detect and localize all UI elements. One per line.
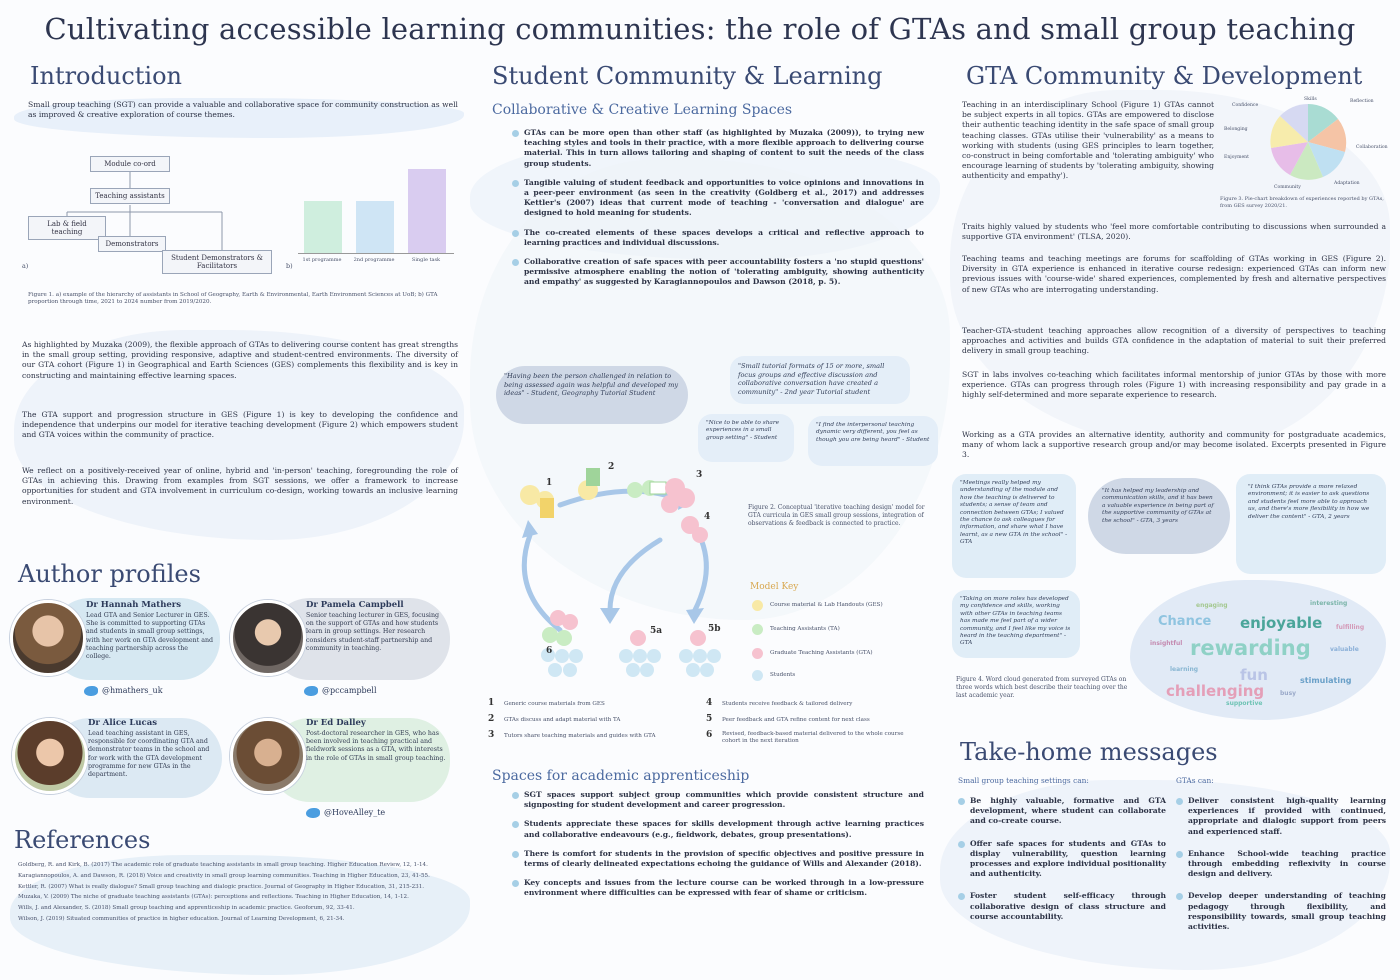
cloud-word: insightful (1150, 640, 1183, 647)
bar-single-task (408, 169, 446, 253)
reference-item: Wills, J. and Alexander, S. (2018) Small group teaching and apprenticeship in academic practice. Geoforum, 92, 33-41. (18, 905, 355, 912)
key-label-course: Course material & Lab Handouts (GES) (770, 602, 883, 608)
student-subheading-1: Collaborative & Creative Learning Spaces (492, 102, 793, 118)
step-num: 6 (706, 730, 713, 740)
bar-plot-area (298, 160, 454, 254)
student-bullet: The co-created elements of these spaces develops a critical and reflective approach to learning practices and individual discussions. (512, 228, 924, 248)
takehome-col2-head: GTAs can: (1176, 776, 1214, 785)
model-label-5b: 5b (708, 624, 721, 634)
pie-label: Collaboration (1356, 145, 1388, 150)
step-num: 4 (706, 698, 713, 708)
references-list (18, 862, 458, 927)
gta-quote-1: "Meetings really helped my understanding of the module and how the teaching is delivered to students; a sense of team and connection between GTAs; I valued the chance to ask colleagues for information, and share what I have learnt, as a new GTA in the school" - GTA (952, 474, 1076, 578)
arrowhead (600, 608, 620, 624)
figure1-caption: Figure 1. a) example of the hierarchy of assistants in School of Geography, Earth & Environmental, Earth Environment Sciences at UoB; b) GTA proportion through time, 2021 to 2024 number from 2019/2020. (28, 292, 438, 306)
model-arrows (490, 460, 750, 690)
student-bullet: GTAs can be more open than other staff (as highlighted by Muzaka (2009)), to trying new teaching styles and tools in their practice, with a more flexible approach to delivering course material. This in turn allows tailoring and shaping of content to suit the needs of the class group students. (512, 128, 924, 169)
model-label-4: 4 (704, 512, 711, 522)
intro-para-2: The GTA support and progression structure in GES (Figure 1) is key to developing the confidence and independence that underpins our model for iterative teaching development (Figure 2) which empowers student and GTA voices within the community of practice. (22, 410, 458, 440)
student-bullets-2 (512, 790, 924, 908)
model-step (706, 698, 926, 714)
tree-corner-a: a) (22, 262, 29, 270)
cloud-word: valuable (1330, 646, 1359, 653)
takehome-heading: Take-home messages (960, 738, 1218, 766)
gta-para-1: Teaching in an interdisciplinary School (Figure 1) GTAs cannot be subject experts in all topics. GTAs are empowered to disclose their authentic teaching identity in the safe space of small group teaching classes. GTAs utilise their 'vulnerability' as a means to working with students (using GES principles to learn together, co-construct in being comfortable and 'tolerating ambiguity' who encourage learning of students by 'tolerating ambiguity, showing authenticity and empathy'). (962, 100, 1214, 181)
student-bullet: Key concepts and issues from the lecture course can be worked through in a low-pressure environment where difficulties can be expressed with fear of shame or criticism. (512, 878, 924, 898)
student-quote-2: "Small tutorial formats of 15 or more, small focus groups and effective discussion and collaborative conversation have created a community" - 2nd year Tutorial student (730, 356, 910, 404)
model-key-title: Model Key (750, 582, 799, 592)
arrowhead (686, 608, 704, 624)
model-step (488, 714, 698, 730)
cloud-word: stimulating (1300, 676, 1352, 685)
pie-label: Skills (1304, 97, 1317, 102)
bar-label-3: Single task (411, 257, 441, 263)
model-step (488, 730, 698, 746)
profile-name-dalley: Dr Ed Dalley (306, 718, 366, 728)
gta-quote-4: "Taking on more roles has developed my confidence and skills, working with other GTAs in teaching teams has made me feel part of a wider community, and I feel like my voice is heard in the teaching department" - GTA (952, 590, 1080, 658)
student-quote-1: "Having been the person challenged in relation to being assessed again was helpful and developed my ideas" - Student, Geography Tutorial Student (496, 366, 688, 424)
model-label-1: 1 (546, 478, 553, 488)
reference-item: Goldberg, R. and Kirk, B. (2017) The academic role of graduate teaching assistants in small group teaching. Higher Education Review, 12, 1-14. (18, 862, 428, 868)
figure3-caption: Figure 3. Pie-chart breakdown of experiences reported by GTAs, from GES survey 2020/21. (1220, 196, 1384, 209)
model-label-2: 2 (608, 462, 615, 472)
key-dot-ta (752, 624, 763, 635)
pie-label: Belonging (1224, 127, 1248, 132)
arrowhead (522, 520, 538, 538)
model-steps-right (706, 698, 926, 750)
key-dot-gta (752, 648, 763, 659)
reference-item: Kettler, R. (2007) What is really dialogue? Small group teaching and dialogic practice. Journal of Geography in Higher Education, 31, 215-231. (18, 883, 425, 890)
poster-title: Cultivating accessible learning communities: the role of GTAs and small group teaching (44, 12, 1356, 46)
model-label-6: 6 (546, 646, 553, 656)
key-dot-students (752, 670, 763, 681)
intro-heading: Introduction (30, 62, 182, 90)
node-student-demonstrators: Student Demonstrators & Facilitators (162, 250, 272, 274)
student-subheading-2: Spaces for academic apprenticeship (492, 768, 750, 784)
cloud-word: engaging (1196, 602, 1228, 609)
pie-label: Reflection (1350, 99, 1374, 104)
step-num: 3 (488, 730, 495, 740)
takehome-item: Develop deeper understanding of teaching pedagogy through flexibility, and responsibility towards, small group teaching activities. (1176, 891, 1386, 932)
step-text: GTAs discuss and adapt material with TA (504, 717, 621, 723)
cloud-word: learning (1170, 666, 1199, 673)
cloud-word: supportive (1226, 700, 1263, 707)
profile-bio-mathers: Lead GTA and Senior Lecturer in GES. She is committed to supporting GTAs and students in small group settings, with her work on GTA development and teaching partnership across the college. (86, 612, 214, 661)
figure4-caption: Figure 4. Word cloud generated from surveyed GTAs on three words which best describe their teaching over the last academic year. (956, 676, 1128, 699)
intro-para-3: We reflect on a positively-received year of online, hybrid and 'in-person' teaching, foregrounding the role of GTAs in achieving this. Drawing from examples from SGT sessions, we offer a framework to increase opportunities for student and GTA involvement in curriculum co-design, working towards an inclusive learning environment. (22, 466, 458, 506)
intro-para-1: As highlighted by Muzaka (2009), the flexible approach of GTAs to delivering course content has great strengths in the small group setting, providing responsive, adaptive and student-centred environments. The diversity of our GTA cohort (Figure 1) in Geographical and Earth Sciences (GES) complements this flexibility and is key in constructing and maintaining effective learning spaces. (22, 340, 458, 380)
student-quote-4: "I find the interpersonal teaching dynamic very different, you feel as though you are being heard" - Student (808, 416, 938, 466)
takehome-col1-head: Small group teaching settings can: (958, 776, 1089, 785)
references-heading: References (14, 826, 151, 854)
node-module-coord: Module co-ord (90, 156, 170, 172)
pie-label: Community (1274, 185, 1301, 190)
avatar-mathers (10, 600, 86, 676)
intro-lead: Small group teaching (SGT) can provide a valuable and collaborative space for community construction as well as improved & creative exploration of course themes. (28, 100, 458, 120)
profile-bio-campbell: Senior teaching lecturer in GES, focusing on the support of GTAs and how students learn in group settings. Her research considers student-staff partnership and community in teaching. (306, 612, 440, 652)
profile-name-mathers: Dr Hannah Mathers (86, 600, 182, 610)
pie-label: Enjoyment (1224, 155, 1249, 160)
student-bullets-1 (512, 128, 924, 297)
cloud-word: rewarding (1190, 636, 1311, 660)
student-heading: Student Community & Learning (492, 62, 883, 90)
cloud-word: Chance (1158, 614, 1212, 629)
gta-quote-3: "I think GTAs provide a more relaxed environment; it is easier to ask questions and students feel more able to approach us, and there's more flexibility in how we deliver the content" - GTA, 2 years (1236, 474, 1386, 574)
reference-item: Muzaka, V. (2009) The niche of graduate teaching assistants (GTAs): perceptions and reflections. Teaching in Higher Education, 14, 1-12. (18, 894, 409, 901)
reference-item: Karagiannopoulos, A. and Dawson, R. (2018) Voice and creativity in small group learning communities. Teaching in Higher Education, 23, 41-55. (18, 872, 430, 879)
takehome-item: Be highly valuable, formative and GTA development, where student can collaborate and co-create course. (958, 796, 1166, 827)
node-teaching-assistants: Teaching assistants (90, 188, 170, 204)
profile-name-lucas: Dr Alice Lucas (88, 718, 158, 728)
step-num: 1 (488, 698, 495, 708)
word-cloud (1130, 580, 1386, 720)
model-step (706, 714, 926, 730)
key-label-ta: Teaching Assistants (TA) (770, 626, 840, 632)
student-bullet: There is comfort for students in the provision of specific objectives and positive pressure in terms of clearly delineated expectations echoing the guidance of Wills and Alexander (2018). (512, 849, 924, 869)
takehome-col2 (1176, 796, 1386, 941)
step-text: Revised, feedback-based material delivered to the whole course cohort in the next iteration (722, 731, 904, 744)
cloud-word: fun (1240, 666, 1268, 684)
student-bullet: Students appreciate these spaces for skills development through active learning practices and collaborative endeavours (e.g., fieldwork, debates, group presentations). (512, 819, 924, 839)
step-text: Students receive feedback & tailored delivery (722, 701, 853, 707)
profile-handle-campbell[interactable] (304, 686, 377, 696)
gta-para-5: Working as a GTA provides an alternative identity, authority and community for postgraduate academics, many of whom lack a supportive research group and/or may become isolated. Excerpts presented in Figure 3. (962, 430, 1386, 460)
key-label-students: Students (770, 672, 796, 678)
profile-name-campbell: Dr Pamela Campbell (306, 600, 404, 610)
chart-corner-b: b) (286, 262, 293, 270)
profiles-heading: Author profiles (18, 560, 201, 588)
profile-handle-mathers[interactable] (84, 686, 163, 696)
cloud-word: challenging (1166, 682, 1265, 700)
bar-1st-programme (304, 201, 342, 253)
model-steps-left (488, 698, 698, 746)
bar-label-2: 2nd programme (353, 257, 395, 263)
model-key (748, 582, 928, 682)
model-label-3: 3 (696, 470, 703, 480)
gta-quote-2: "It has helped my leadership and communication skills, and it has been a valuable experience in being part of the supportive community of GTAs at the school" - GTA, 3 years (1088, 478, 1230, 554)
twitter-icon (84, 686, 98, 696)
handle-text-dalley: @HoveAlley_te (324, 808, 386, 817)
node-demonstrators: Demonstrators (98, 236, 166, 252)
gta-para-1b: Traits highly valued by students who 'feel more comfortable contributing to discussions when surrounded a supportive GTA environment' (TLSA, 2020). (962, 222, 1386, 242)
step-text: Tutors share teaching materials and guides with GTA (504, 733, 656, 739)
takehome-item: Offer safe spaces for students and GTAs to display vulnerability, question learning processes and explore individual positionality and authenticity. (958, 839, 1166, 880)
pie-label: Confidence (1232, 103, 1259, 108)
node-lab-field: Lab & field teaching (28, 216, 106, 240)
avatar-lucas (12, 718, 88, 794)
gta-heading: GTA Community & Development (966, 62, 1363, 90)
hierarchy-diagram (22, 150, 282, 280)
key-label-gta: Graduate Teaching Assistants (GTA) (770, 650, 873, 656)
twitter-icon (304, 686, 318, 696)
step-num: 2 (488, 714, 495, 724)
student-quote-3: "Nice to be able to share experiences in a small group setting" - Student (698, 414, 794, 462)
model-step (706, 730, 926, 750)
cloud-word: fulfilling (1336, 624, 1365, 631)
step-num: 5 (706, 714, 713, 724)
gta-para-2: Teaching teams and teaching meetings are forums for scaffolding of GTAs working in GES (Figure 2). Diversity in GTA experience is enhanced in iterative course redesign: experienced GTAs can inform new previous issues with 'course-wide' shared experiences, complemented by fresh and alternative perspectives of new GTAs who are interrogating understanding. (962, 254, 1386, 294)
profile-bio-lucas: Lead teaching assistant in GES, responsible for coordinating GTA and demonstrator teams in the school and for work with the GTA development programme for new GTAs in the department. (88, 730, 210, 779)
iterative-model-diagram (490, 460, 750, 690)
figure2-caption: Figure 2. Conceptual 'iterative teaching design' model for GTA curricula in GES small group sessions, integration of observations & feedback is connected to practice. (748, 504, 925, 527)
student-bullet: Collaborative creation of safe spaces with peer accountability fosters a 'no stupid questions' permissive atmosphere enabling the notion of 'tolerating ambiguity, showing authenticity and empathy' as suggested by Karagiannopoulos and Dawson (2018, p. 5). (512, 257, 924, 288)
handle-text-campbell: @pccampbell (322, 686, 377, 695)
gta-bar-chart (286, 150, 456, 278)
pie-label: Adaptation (1334, 181, 1360, 186)
takehome-col1 (958, 796, 1166, 931)
avatar-dalley (230, 718, 306, 794)
reference-item: Wilson, J. (2019) Situated communities of practice in higher education. Journal of Learning Development, 6, 21-34. (18, 915, 345, 922)
bar-2nd-programme (356, 201, 394, 253)
takehome-item: Deliver consistent high-quality learning experiences if provided with continued, appropriate and dialogic support from peers and experienced staff. (1176, 796, 1386, 837)
step-text: Generic course materials from GES (504, 701, 605, 707)
cloud-word: interesting (1310, 600, 1348, 607)
key-dot-course (752, 600, 763, 611)
model-step (488, 698, 698, 714)
step-text: Peer feedback and GTA refine content for next class (722, 717, 870, 723)
twitter-icon (306, 808, 320, 818)
profile-handle-dalley[interactable] (306, 808, 385, 818)
takehome-item: Enhance School-wide teaching practice through embedding reflexivity in course design and delivery. (1176, 849, 1386, 880)
gta-para-3: Teacher-GTA-student teaching approaches allow recognition of a diversity of perspectives to teaching approaches and activities and builds GTA confidence in the adaptation of material to suit their preferred delivery in small group teaching. (962, 326, 1386, 356)
avatar-campbell (230, 600, 306, 676)
model-label-5a: 5a (650, 626, 663, 636)
cloud-word: enjoyable (1240, 614, 1323, 632)
handle-text-mathers: @hmathers_uk (102, 686, 163, 695)
gta-para-4: SGT in labs involves co-teaching which facilitates informal mentorship of junior GTAs by those with more experience. GTAs can progress through roles (Figure 1) with increasing responsibility and pay grade in a highly self-determined and more separate experience to research. (962, 370, 1386, 400)
takehome-item: Foster student self-efficacy through collaborative design of class structure and course accountability. (958, 891, 1166, 922)
student-bullet: SGT spaces support subject group communities which provide consistent structure and signposting for student development and career progression. (512, 790, 924, 810)
bar-label-1: 1st programme (302, 257, 342, 263)
cloud-word: busy (1280, 690, 1297, 697)
arrow-3-to-5a (610, 540, 660, 610)
profile-bio-dalley: Post-doctoral researcher in GES, who has been involved in teaching practical and fieldwork sessions as a GTA, with interests in the role of GTAs in small group teaching. (306, 730, 446, 762)
student-bullet: Tangible valuing of student feedback and opportunities to voice opinions and innovations in a peer-peer environment (as seen in the creativity (Goldberg et al., 2017) and addresses Kettler's (2007) ideas that current mode of teaching - 'conversation and dialogue' are designed to hold meaning for students. (512, 178, 924, 219)
